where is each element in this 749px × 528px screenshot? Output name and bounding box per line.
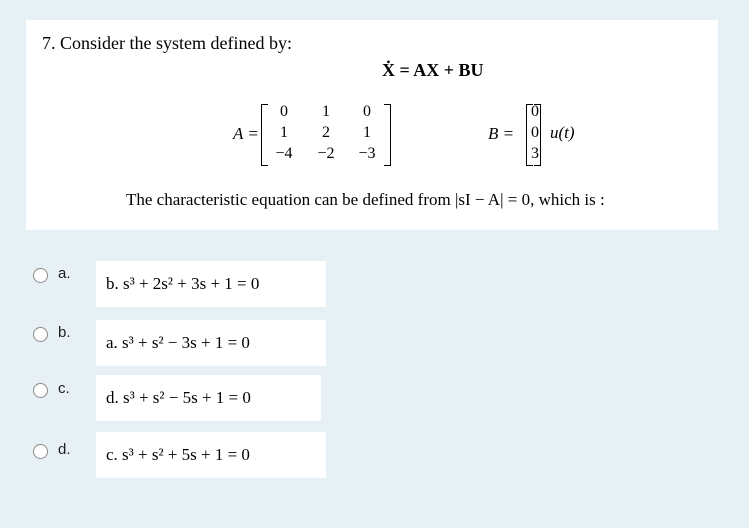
matrix-a-right-bracket xyxy=(384,104,391,166)
option-content[interactable]: b. s³ + 2s² + 3s + 1 = 0 xyxy=(96,261,326,307)
matrix-b-label: B = xyxy=(488,124,515,143)
question-title: 7. Consider the system defined by: xyxy=(42,33,292,53)
question-box xyxy=(26,20,718,230)
matrix-b-cell: 0 xyxy=(531,103,539,120)
matrix-a-cell: 1 xyxy=(322,103,330,120)
state-equation: Ẋ = AX + BU xyxy=(382,60,484,80)
option-letter: c. xyxy=(58,380,70,397)
matrix-a-label: A = xyxy=(233,124,259,143)
radio-button[interactable] xyxy=(33,444,48,459)
option-content[interactable]: c. s³ + s² + 5s + 1 = 0 xyxy=(96,432,326,478)
characteristic-equation-prompt: The characteristic equation can be defined from |sI − A| = 0, which is : xyxy=(126,190,605,209)
radio-button[interactable] xyxy=(33,327,48,342)
matrix-b-cell: 0 xyxy=(531,124,539,141)
input-term: u(t) xyxy=(550,123,575,142)
option-letter: d. xyxy=(58,441,71,458)
matrix-a-cell: −2 xyxy=(317,145,335,162)
matrix-b-cell: 3 xyxy=(531,145,539,162)
radio-button[interactable] xyxy=(33,383,48,398)
matrix-a-cell: −4 xyxy=(275,145,293,162)
matrix-a-left-bracket xyxy=(261,104,268,166)
matrix-a-cell: −3 xyxy=(358,145,376,162)
radio-button[interactable] xyxy=(33,268,48,283)
matrix-a-cell: 0 xyxy=(363,103,371,120)
matrix-a-cell: 1 xyxy=(363,124,371,141)
option-letter: a. xyxy=(58,265,71,282)
option-letter: b. xyxy=(58,324,71,341)
matrix-a-cell: 1 xyxy=(280,124,288,141)
option-content[interactable]: a. s³ + s² − 3s + 1 = 0 xyxy=(96,320,326,366)
matrix-a-cell: 0 xyxy=(280,103,288,120)
matrix-a-cell: 2 xyxy=(322,124,330,141)
option-content[interactable]: d. s³ + s² − 5s + 1 = 0 xyxy=(96,375,321,421)
